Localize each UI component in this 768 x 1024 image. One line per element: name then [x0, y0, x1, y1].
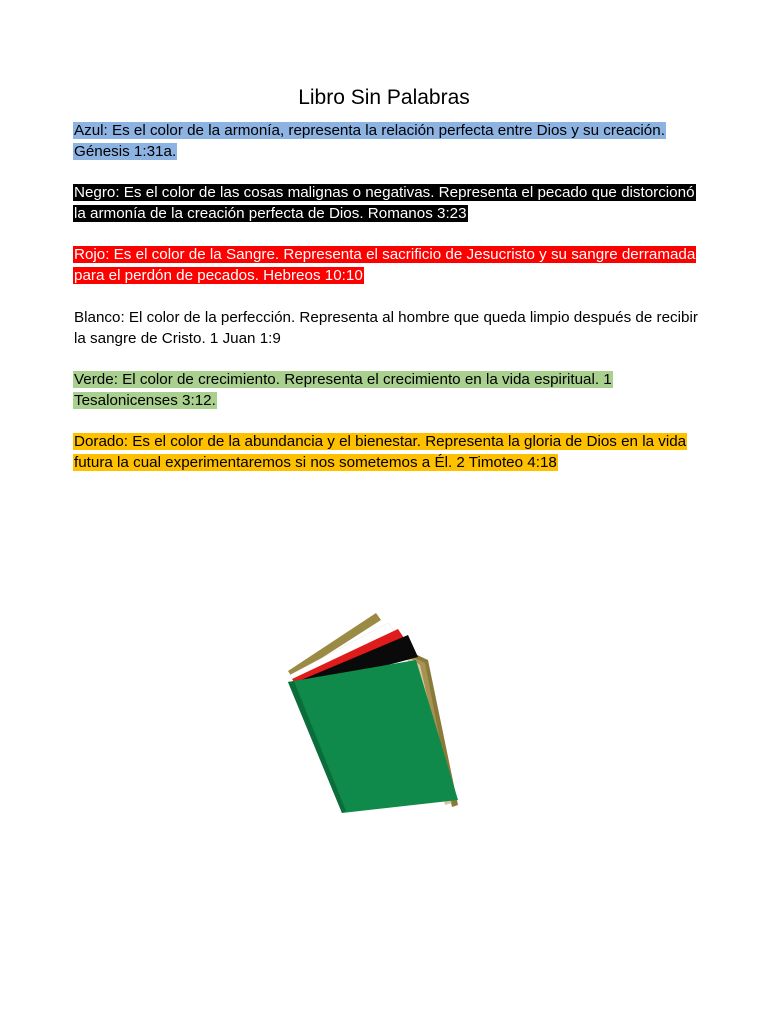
paragraph-blanco-text: Blanco: El color de la perfección. Representa al hombre que queda limpio después de recibir la sangre de Cristo. 1 Juan 1:9	[74, 309, 698, 347]
paragraph-dorado	[73, 431, 703, 473]
paragraph-blanco	[73, 307, 703, 349]
paragraph-verde-text: Verde: El color de crecimiento. Representa el crecimiento en la vida espiritual. 1 Tesalonicenses 3:12.	[74, 371, 612, 409]
wordless-book-illustration	[280, 605, 470, 820]
paragraph-verde	[73, 369, 703, 411]
paragraph-azul-text: Azul: Es el color de la armonía, representa la relación perfecta entre Dios y su creación. Génesis 1:31a.	[74, 122, 665, 160]
paragraph-negro-text: Negro: Es el color de las cosas malignas o negativas. Representa el pecado que distorcionó la armonía de la creación perfecta de Dios. Romanos 3:23	[74, 184, 695, 222]
paragraph-azul	[73, 120, 703, 162]
paragraph-rojo-text: Rojo: Es el color de la Sangre. Representa el sacrificio de Jesucristo y su sangre derramada para el perdón de pecados. Hebreos 10:10	[74, 246, 696, 284]
paragraph-rojo	[73, 244, 703, 286]
page-title: Libro Sin Palabras	[298, 86, 470, 110]
paragraph-dorado-text: Dorado: Es el color de la abundancia y el bienestar. Representa la gloria de Dios en la vida futura la cual experimentaremos si nos sometemos a Él. 2 Timoteo 4:18	[74, 433, 687, 471]
paragraph-negro	[73, 182, 703, 224]
